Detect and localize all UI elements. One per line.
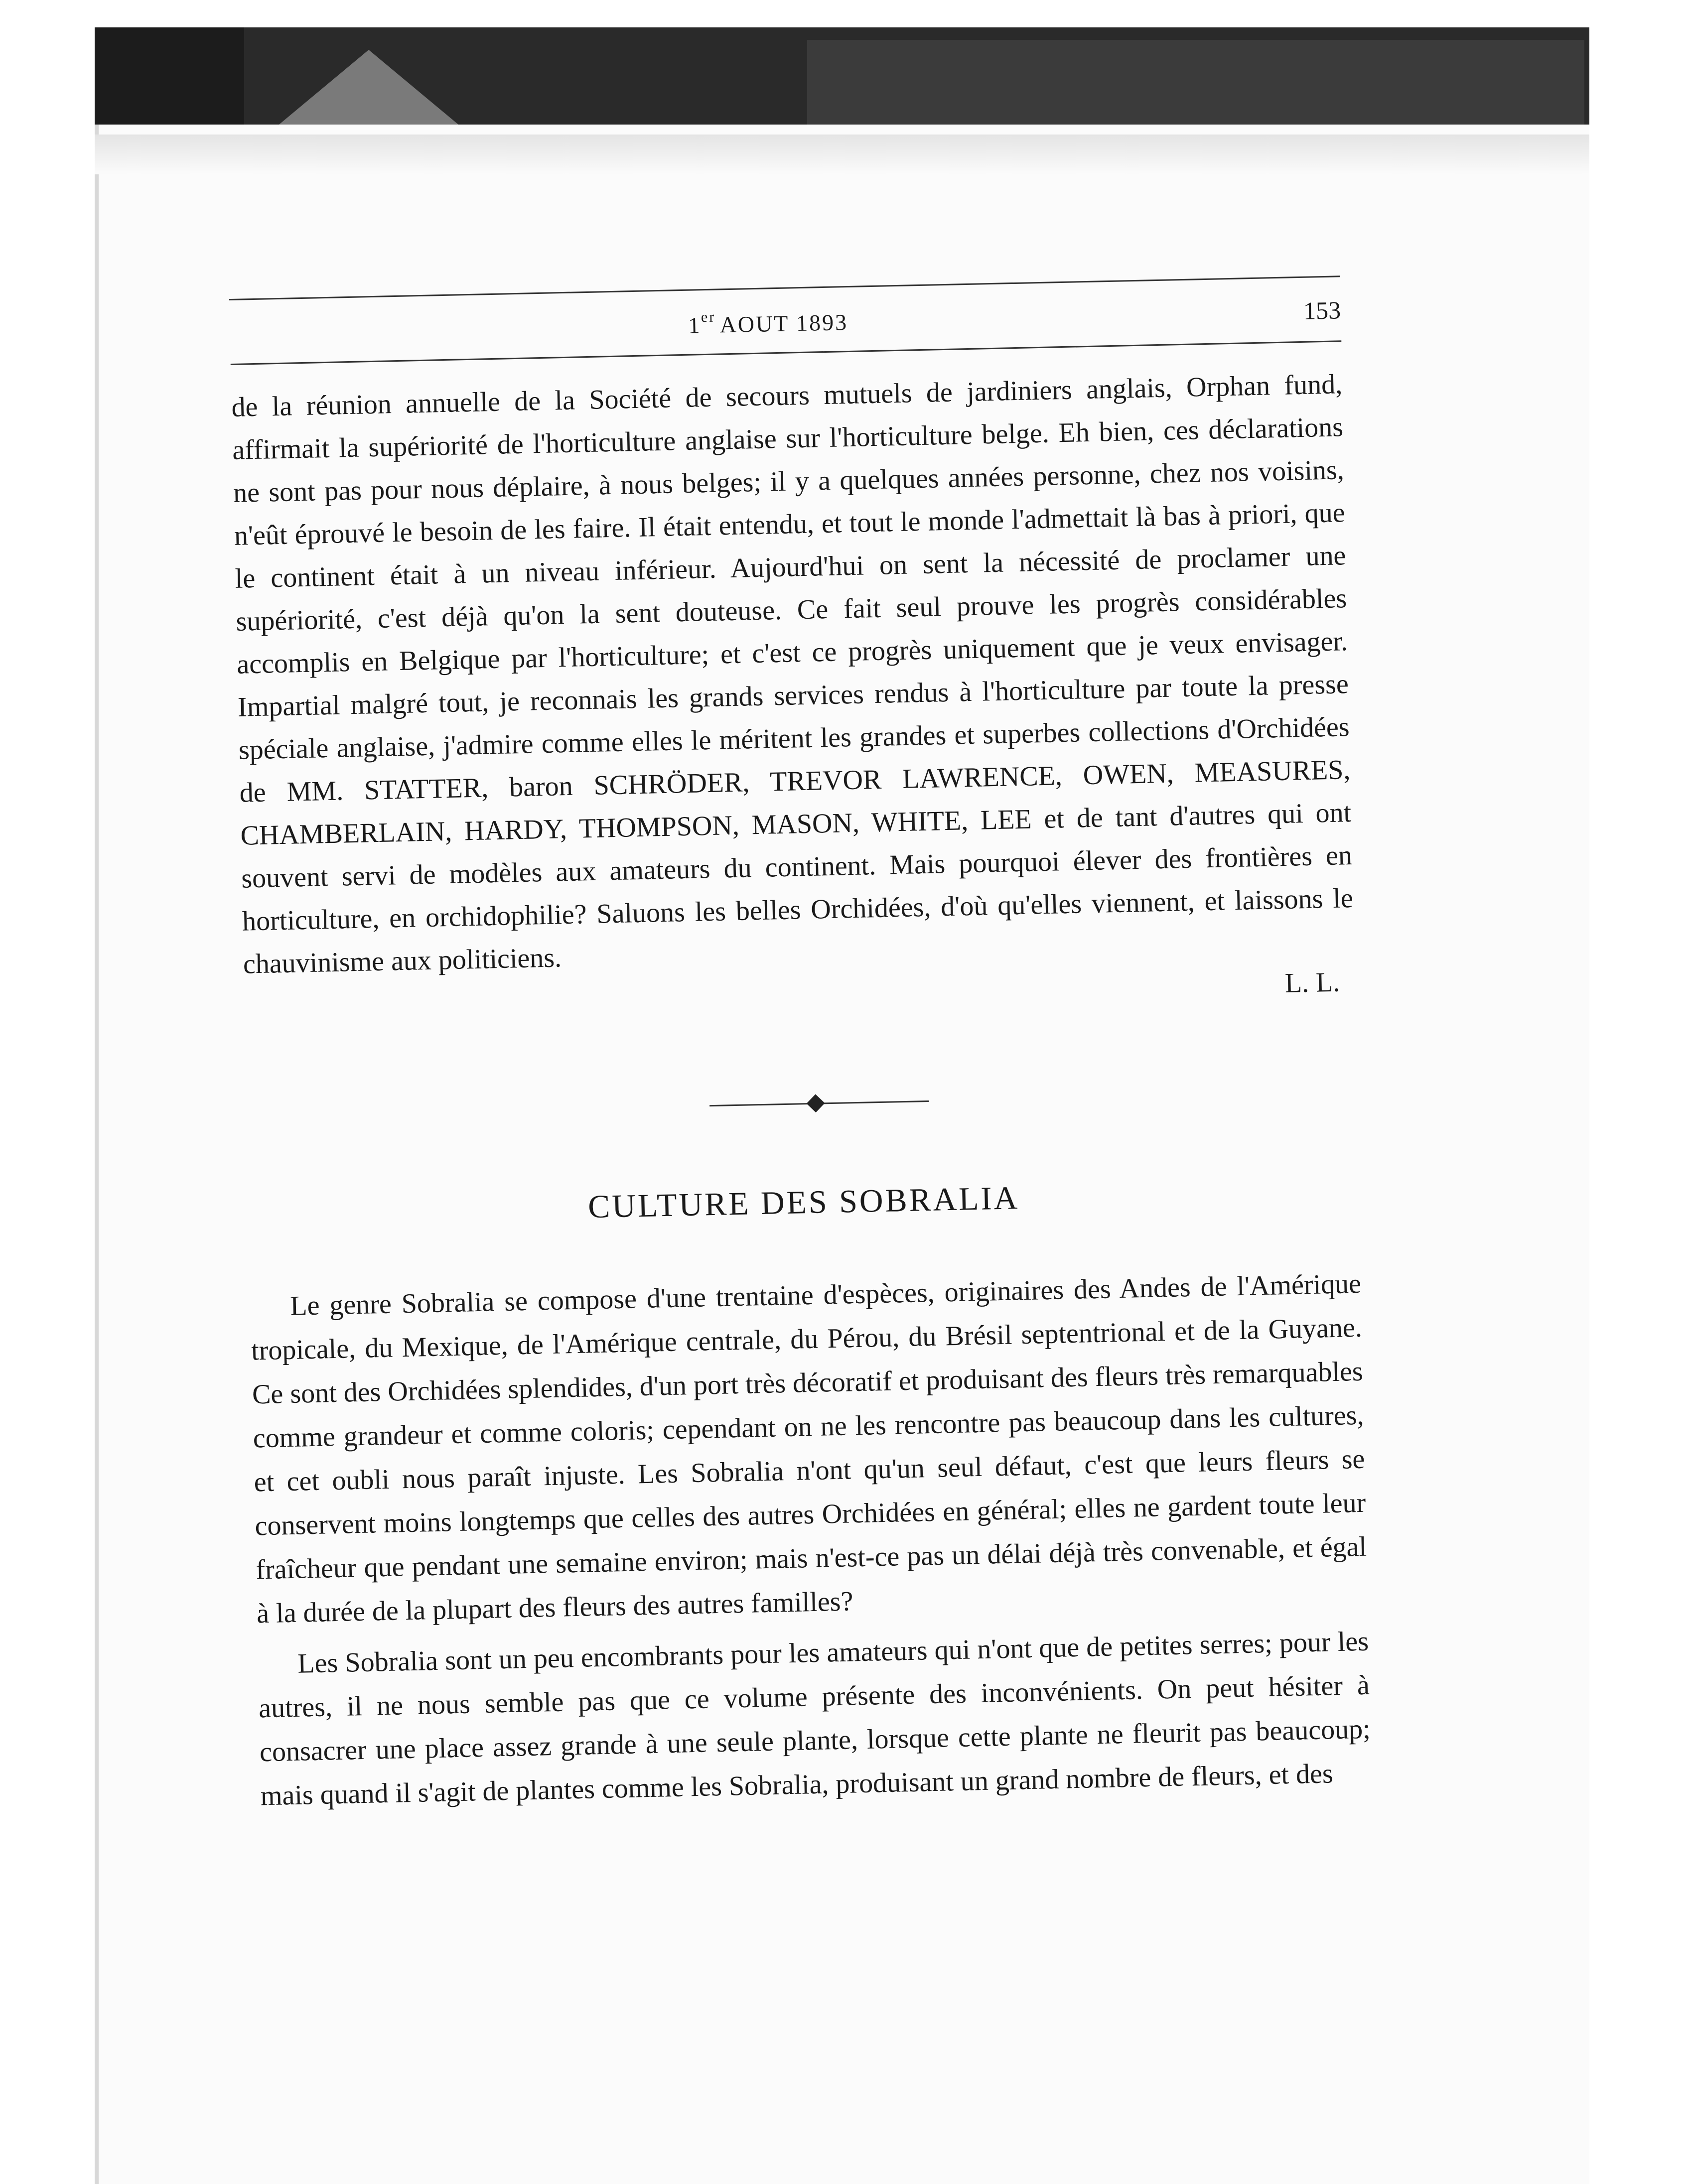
page-number: 153 (1303, 296, 1341, 325)
date-day: 1 (688, 312, 702, 338)
date-month-year: AOUT 1893 (719, 309, 848, 338)
running-head-date (688, 306, 848, 339)
date-superscript: er (701, 308, 716, 326)
divider-diamond-icon (807, 1094, 825, 1112)
section-paragraph: Le genre Sobralia se compose d'une trentaine d'espèces, originaires des Andes de l'Amérique tropicale, du Mexique, de l'Amérique centrale, du Pérou, du Brésil septentrional et de la Guyane. Ce sont des Orchidées splendides, d'un port très décoratif et produisant des fleurs très remarquables comme grandeur et comme coloris; cependant on ne les rencontre pas beaucoup dans les cultures, et cet oubli nous paraît injuste. Les Sobralia n'ont qu'un seul défaut, c'est que leurs fleurs se conservent moins longtemps que celles des autres Orchidées en général; elles ne gardent toute leur fraîcheur que pendant une semaine environ; mais n'est-ce pas un délai déjà très convenable, et égal à la durée de la plupart des fleurs des autres familles? (251, 1268, 1367, 1630)
section-body (250, 1262, 1372, 1818)
article-continuation (231, 363, 1355, 1026)
paper-fold-shadow (95, 135, 1589, 174)
section-paragraph: Les Sobralia sont un peu encombrants pour les amateurs qui n'ont que de petites serres; pour les autres, il ne nous semble pas que ce volume présente des inconvénients. On peut hésiter à consacrer une place assez grande à une seule plante, lorsque cette plante ne fleurit pas beaucoup; mais quand il s'agit de plantes comme les Sobralia, produisant un grand nombre de fleurs, et des (258, 1626, 1371, 1812)
article-signature: L. L. (1284, 966, 1340, 999)
section-title: CULTURE DES SOBRALIA (587, 1180, 1020, 1226)
article-paragraph: de la réunion annuelle de la Société de secours mutuels de jardiniers anglais, Orphan fund, affirmait la supériorité de l'horticulture anglaise sur l'horticulture belge. Eh bien, ces déclarations ne sont pas pour nous déplaire, à nous belges; il y a quelques années personne, chez nos voisins, n'eût éprouvé le besoin de les faire. Il était entendu, et tout le monde l'admettait là bas à priori, que le continent était à un niveau inférieur. Aujourd'hui on sent la nécessité de proclamer une supériorité, c'est déjà qu'on la sent douteuse. Ce fait seul prouve les progrès considérables accomplis en Belgique par l'horticulture; et c'est ce progrès uniquement que je veux envisager. Impartial malgré tout, je reconnais les grands services rendus à l'horticulture par toute la presse spéciale anglaise, j'admire comme elles le méritent les grandes et superbes collections d'Orchidées de MM. STATTER, baron SCHRÖDER, TREVOR LAWRENCE, OWEN, MEASURES, CHAMBERLAIN, HARDY, THOMPSON, MASON, WHITE, LEE et de tant d'autres qui ont souvent servi de modèles aux amateurs du continent. Mais pourquoi élever des frontières en horticulture, en orchidophilie? Saluons les belles Orchidées, d'où qu'elles viennent, et laissons le chauvinisme aux politiciens. (231, 369, 1354, 980)
